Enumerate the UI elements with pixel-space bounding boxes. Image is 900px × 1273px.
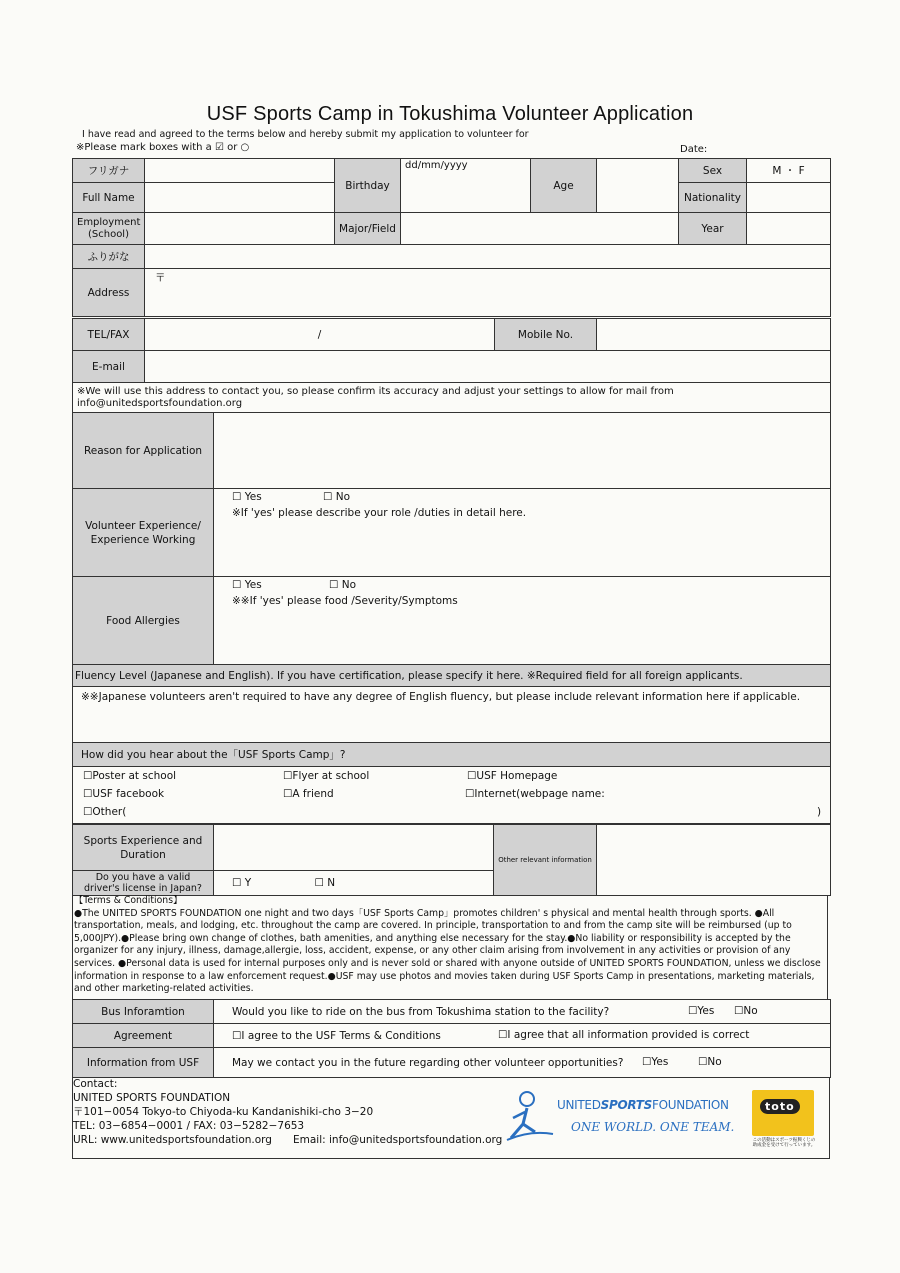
info-yes-checkbox[interactable]: ☐Yes — [642, 1056, 669, 1068]
birthday-field[interactable] — [401, 159, 531, 213]
postal-mark: 〒 — [155, 272, 166, 284]
info-no-checkbox[interactable]: ☐No — [698, 1056, 722, 1068]
age-label: Age — [531, 159, 597, 213]
logo-name-rest: FOUNDATION — [652, 1098, 729, 1112]
contact-email[interactable]: Email: info@unitedsportsfoundation.org — [293, 1134, 503, 1146]
sports-table — [72, 824, 831, 896]
terms-heading: 【Terms & Conditions】 — [74, 895, 183, 906]
mark-instruction: ※Please mark boxes with a ☑ or ○ — [76, 142, 250, 153]
fluency-label: Fluency Level (Japanese and English). If you have certification, please specify it here. ※Required field for all foreign applicants. — [73, 665, 831, 687]
nationality-label: Nationality — [679, 183, 747, 213]
hear-friend-checkbox[interactable]: ☐A friend — [283, 788, 334, 800]
sports-label: Sports Experience and Duration — [73, 825, 214, 871]
fluency-field[interactable] — [73, 687, 831, 743]
logo-name-bold: SPORTS — [600, 1098, 653, 1112]
logo-text — [557, 1098, 729, 1112]
experience-label: Volunteer Experience/ Experience Working — [73, 489, 214, 577]
email-field[interactable] — [145, 351, 831, 383]
hear-homepage-checkbox[interactable]: ☐USF Homepage — [467, 770, 558, 782]
furigana-katakana-label: フリガナ — [73, 159, 145, 183]
fluency-table — [72, 664, 831, 824]
agree-terms-checkbox[interactable]: ☐I agree to the USF Terms & Conditions — [232, 1029, 441, 1042]
hear-other-close: ) — [817, 806, 822, 818]
furigana-katakana-field[interactable] — [145, 159, 335, 183]
toto-text: toto — [760, 1099, 800, 1114]
contact-org: UNITED SPORTS FOUNDATION — [73, 1092, 231, 1104]
reason-label: Reason for Application — [73, 413, 214, 489]
reason-field[interactable] — [214, 413, 831, 489]
experience-no-checkbox[interactable]: ☐ No — [323, 491, 351, 503]
terms-section — [72, 895, 828, 999]
bus-field — [214, 1000, 831, 1024]
page-title: USF Sports Camp in Tokushima Volunteer Application — [206, 103, 694, 125]
employment-field[interactable] — [145, 213, 335, 245]
logo-name-light: UNITED — [557, 1098, 601, 1112]
date-label: Date: — [680, 144, 708, 155]
runner-icon — [505, 1090, 555, 1146]
license-label: Do you have a valid driver's license in Japan? — [73, 871, 214, 896]
bus-label: Bus Inforamtion — [73, 1000, 214, 1024]
bus-no-checkbox[interactable]: ☐No — [734, 1005, 758, 1017]
furigana-hiragana-label: ふりがな — [73, 245, 145, 269]
major-label: Major/Field — [335, 213, 401, 245]
hear-options — [73, 767, 831, 824]
contact-info-table — [72, 318, 831, 413]
toto-note: この活動はスポーツ振興くじの助成金を受けて行っています。 — [752, 1138, 816, 1148]
hear-internet-checkbox[interactable]: ☐Internet(webpage name: — [465, 788, 605, 800]
toto-logo — [752, 1090, 814, 1136]
usf-logo — [505, 1090, 745, 1146]
logo-tagline: ONE WORLD. ONE TEAM. — [571, 1120, 735, 1134]
other-info-label: Other relevant information — [494, 825, 597, 896]
agreement-field — [214, 1024, 831, 1048]
birthday-format: dd/mm/yyyy — [405, 160, 468, 171]
birthday-label: Birthday — [335, 159, 401, 213]
fluency-note: ※※Japanese volunteers aren't required to have any degree of English fluency, but please include relevant information here if applicable. — [81, 691, 801, 703]
telfax-field[interactable] — [145, 319, 495, 351]
furigana-hiragana-field[interactable] — [145, 245, 831, 269]
year-label: Year — [679, 213, 747, 245]
bus-yes-checkbox[interactable]: ☐Yes — [688, 1005, 715, 1017]
allergies-no-checkbox[interactable]: ☐ No — [329, 579, 357, 591]
age-field[interactable] — [597, 159, 679, 213]
sex-options[interactable]: M ・ F — [747, 159, 831, 183]
employment-label: Employment (School) — [73, 213, 145, 245]
mobile-field[interactable] — [597, 319, 831, 351]
contact-tel: TEL: 03−6854−0001 / FAX: 03−5282−7653 — [73, 1120, 305, 1132]
allergies-label: Food Allergies — [73, 577, 214, 665]
nationality-field[interactable] — [747, 183, 831, 213]
full-name-label: Full Name — [73, 183, 145, 213]
hear-question: How did you hear about the「USF Sports Camp」? — [73, 743, 831, 767]
contact-address: 〒101−0054 Tokyo-to Chiyoda-ku Kandanishiki-cho 3−20 — [73, 1106, 374, 1118]
personal-info-table — [72, 158, 831, 317]
license-field[interactable] — [214, 871, 494, 896]
license-no-checkbox[interactable]: ☐ N — [314, 877, 336, 889]
hear-other-checkbox[interactable]: ☐Other( — [83, 806, 127, 818]
allergies-field[interactable] — [214, 577, 831, 665]
other-info-field[interactable] — [597, 825, 831, 896]
address-label: Address — [73, 269, 145, 317]
experience-note: ※If 'yes' please describe your role /duties in detail here. — [232, 507, 527, 519]
info-question: May we contact you in the future regarding other volunteer opportunities? — [232, 1056, 624, 1069]
hear-flyer-checkbox[interactable]: ☐Flyer at school — [283, 770, 370, 782]
agreement-label: Agreement — [73, 1024, 214, 1048]
contact-label: Contact: — [73, 1078, 118, 1090]
telfax-label: TEL/FAX — [73, 319, 145, 351]
hear-facebook-checkbox[interactable]: ☐USF facebook — [83, 788, 165, 800]
experience-field[interactable] — [214, 489, 831, 577]
info-field — [214, 1048, 831, 1078]
major-field[interactable] — [401, 213, 679, 245]
license-yes-checkbox[interactable]: ☐ Y — [232, 877, 252, 889]
agree-info-checkbox[interactable]: ☐I agree that all information provided is correct — [498, 1029, 750, 1041]
telfax-slash: / — [317, 328, 322, 341]
address-field[interactable] — [145, 269, 831, 317]
full-name-field[interactable] — [145, 183, 335, 213]
mobile-label: Mobile No. — [495, 319, 597, 351]
email-label: E-mail — [73, 351, 145, 383]
contact-url[interactable]: URL: www.unitedsportsfoundation.org — [73, 1134, 272, 1146]
consent-table — [72, 999, 831, 1078]
sports-field[interactable] — [214, 825, 494, 871]
terms-body: ●The UNITED SPORTS FOUNDATION one night and two days「USF Sports Camp」promotes children' s physical and mental health through sports. ●All transportation, meals, and lodging, etc. throughout the camp are covered. In principle, transportation to and from the camp site will be reimbursed (up to 5,000JPY).●Please bring own change of clothes, bath amenities, and anything else necessary for the stay.●No liability or responsibility is accepted by the organizer for any injury, illness, damage,allergie, loss, accident, expense, or any other claim arising from involvement in any activities or provision of any services. ●Personal data is used for internal purposes only and is never sold or shared with anyone outside of UNITED SPORTS FOUNDATION, unless we disclose information in response to a law enforcement request.●USF may use photos and movies taken during USF Sports Camp in presentations, marketing materials, and other marketing-related activities. — [74, 907, 821, 995]
year-field[interactable] — [747, 213, 831, 245]
sex-label: Sex — [679, 159, 747, 183]
hear-poster-checkbox[interactable]: ☐Poster at school — [83, 770, 177, 782]
intro-text: I have read and agreed to the terms below and hereby submit my application to volunteer for — [82, 129, 529, 140]
email-note: ※We will use this address to contact you, so please confirm its accuracy and adjust your settings to allow for mail from info@unitedsportsfoundation.org — [73, 383, 831, 413]
info-label: Information from USF — [73, 1048, 214, 1078]
allergies-note: ※※If 'yes' please food /Severity/Symptoms — [232, 595, 458, 607]
experience-yes-checkbox[interactable]: ☐ Yes — [232, 491, 262, 503]
bus-question: Would you like to ride on the bus from Tokushima station to the facility? — [232, 1005, 610, 1018]
allergies-yes-checkbox[interactable]: ☐ Yes — [232, 579, 262, 591]
experience-table — [72, 412, 831, 665]
